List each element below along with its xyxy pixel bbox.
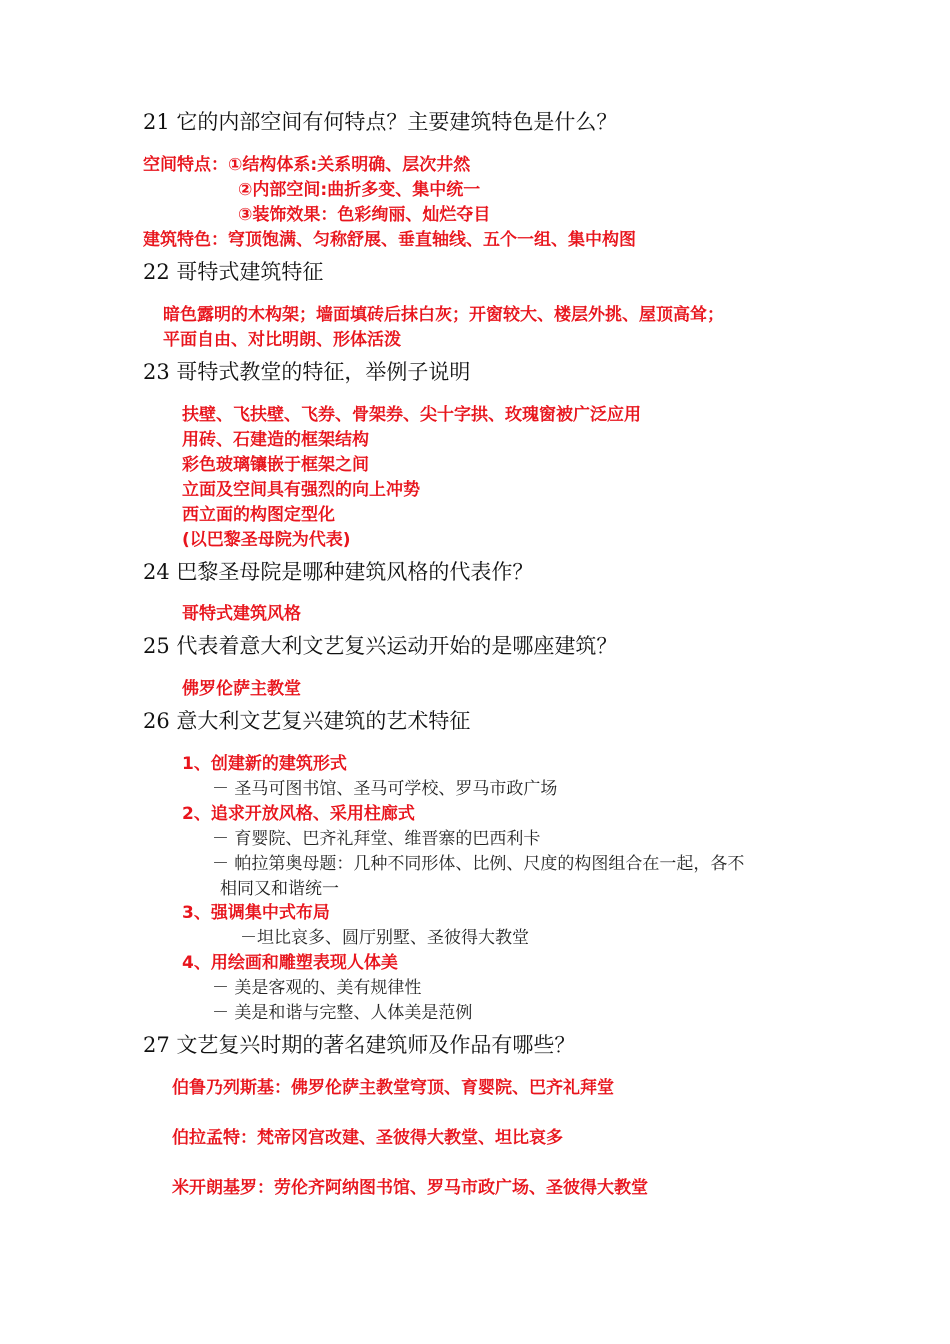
- answer-26-heading-2: 2、追求开放风格、采用柱廊式: [182, 804, 415, 824]
- answer-23-item: 立面及空间具有强烈的向上冲势: [182, 480, 420, 500]
- answer-22-line-2: 平面自由、对比明朗、形体活泼: [163, 330, 401, 350]
- question-21: 21 它的内部空间有何特点？主要建筑特色是什么？: [143, 110, 618, 134]
- answer-26-sub: － 美是和谐与完整、人体美是范例: [212, 1003, 473, 1023]
- answer-21-space-1: 空间特点：①结构体系:关系明确、层次井然: [143, 155, 471, 175]
- answer-23-item: 西立面的构图定型化: [182, 505, 335, 525]
- answer-26-sub: － 美是客观的、美有规律性: [212, 978, 422, 998]
- answer-23-item: (以巴黎圣母院为代表): [182, 530, 351, 550]
- answer-27-architect-2: 伯拉孟特：梵帝冈宫改建、圣彼得大教堂、坦比哀多: [172, 1128, 563, 1148]
- answer-21-space-3: ③装饰效果：色彩绚丽、灿烂夺目: [238, 205, 491, 225]
- question-24: 24 巴黎圣母院是哪种建筑风格的代表作？: [143, 560, 534, 584]
- question-22: 22 哥特式建筑特征: [143, 260, 324, 284]
- answer-26-sub: －坦比哀多、圆厅别墅、圣彼得大教堂: [240, 928, 529, 948]
- answer-23-item: 用砖、石建造的框架结构: [182, 430, 369, 450]
- answer-26-sub: 相同又和谐统一: [220, 879, 339, 899]
- question-27: 27 文艺复兴时期的著名建筑师及作品有哪些？: [143, 1033, 576, 1057]
- answer-26-heading-3: 3、强调集中式布局: [182, 903, 330, 923]
- answer-26-heading-1: 1、创建新的建筑形式: [182, 754, 347, 774]
- answer-22-line-1: 暗色露明的木构架；墙面填砖后抹白灰；开窗较大、楼层外挑、屋顶高耸；: [163, 305, 724, 325]
- answer-26-sub: － 圣马可图书馆、圣马可学校、罗马市政广场: [212, 779, 558, 799]
- answer-25: 佛罗伦萨主教堂: [182, 679, 301, 699]
- answer-23-item: 彩色玻璃镶嵌于框架之间: [182, 455, 369, 475]
- question-25: 25 代表着意大利文艺复兴运动开始的是哪座建筑？: [143, 634, 618, 658]
- answer-21-feature: 建筑特色：穹顶饱满、匀称舒展、垂直轴线、五个一组、集中构图: [143, 230, 636, 250]
- answer-26-sub: － 帕拉第奥母题：几种不同形体、比例、尺度的构图组合在一起，各不: [212, 854, 745, 874]
- question-23: 23 哥特式教堂的特征，举例子说明: [143, 360, 471, 384]
- answer-26-sub: － 育婴院、巴齐礼拜堂、维晋寨的巴西利卡: [212, 829, 541, 849]
- answer-23-item: 扶壁、飞扶壁、飞券、骨架券、尖十字拱、玫瑰窗被广泛应用: [182, 405, 641, 425]
- question-26: 26 意大利文艺复兴建筑的艺术特征: [143, 709, 471, 733]
- answer-26-heading-4: 4、用绘画和雕塑表现人体美: [182, 953, 398, 973]
- answer-24: 哥特式建筑风格: [182, 604, 301, 624]
- answer-21-space-2: ②内部空间:曲折多变、集中统一: [238, 180, 481, 200]
- answer-27-architect-3: 米开朗基罗：劳伦齐阿纳图书馆、罗马市政广场、圣彼得大教堂: [172, 1178, 648, 1198]
- answer-27-architect-1: 伯鲁乃列斯基：佛罗伦萨主教堂穹顶、育婴院、巴齐礼拜堂: [172, 1078, 614, 1098]
